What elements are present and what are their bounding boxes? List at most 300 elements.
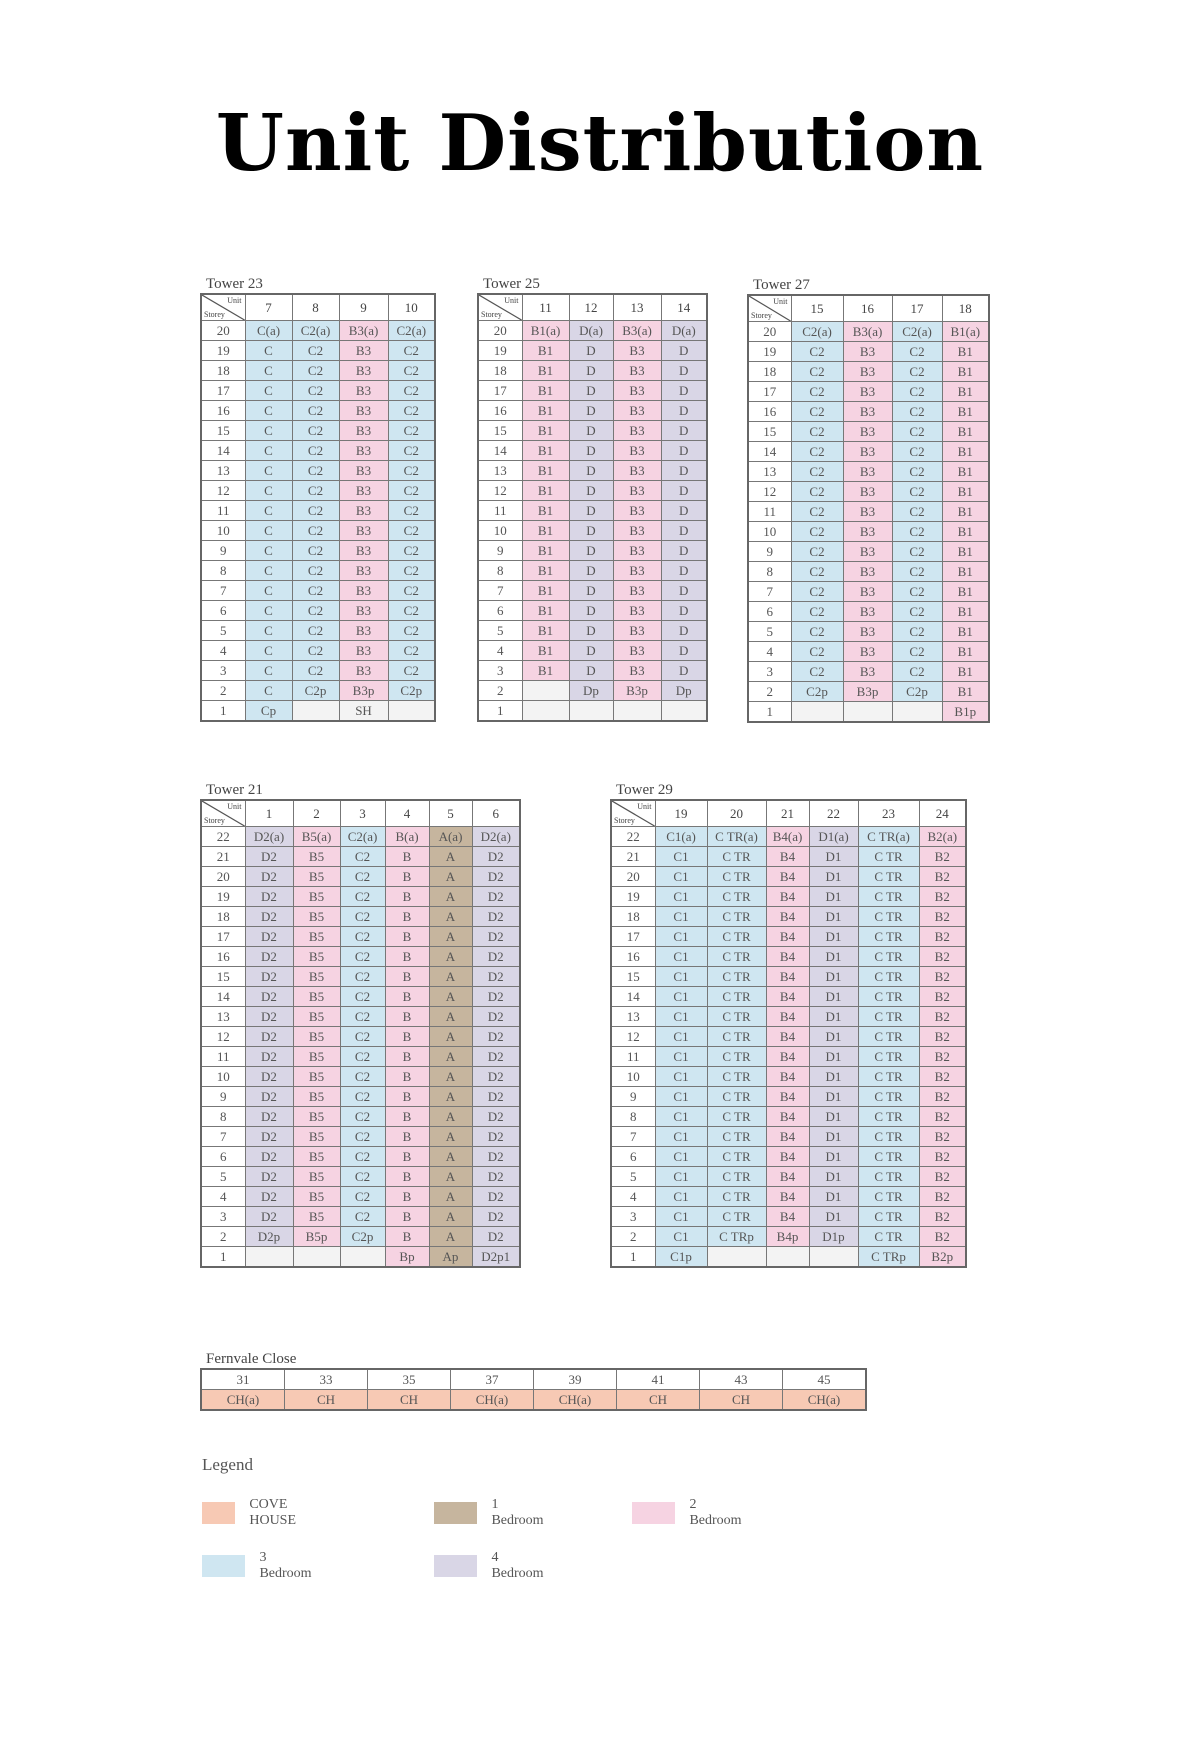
storey-row [201,887,520,907]
unit-type-cell: C TR [858,1047,919,1067]
unit-type-cell: A [429,927,472,947]
unit-type-cell: C2 [292,581,339,601]
unit-type-cell: C2p [292,681,339,701]
unit-type-cell: C2 [388,481,435,501]
storey-number: 8 [478,561,522,581]
fernvale-type-row [201,1390,866,1411]
unit-type-cell: B3 [339,501,388,521]
unit-type-cell: A [429,1127,472,1147]
storey-row [748,542,989,562]
unit-type-cell: C TR [858,987,919,1007]
unit-type-cell: B1 [522,601,569,621]
storey-row [201,1027,520,1047]
unit-type-cell: A [429,1027,472,1047]
legend-swatch-cove-house [202,1502,235,1524]
unit-type-cell: D [661,541,707,561]
storey-row [748,422,989,442]
unit-type-cell: C2 [292,641,339,661]
unit-type-cell: A [429,1147,472,1167]
unit-type-cell: B5p [293,1227,340,1247]
unit-type-cell: B4 [766,1067,809,1087]
unit-type-cell: D2 [472,1007,520,1027]
storey-row [748,382,989,402]
unit-type-cell: D2 [245,907,293,927]
unit-type-cell: B1 [522,581,569,601]
unit-type-cell: D(a) [661,321,707,341]
unit-type-cell: C2 [892,582,942,602]
unit-type-cell: B3 [339,561,388,581]
unit-type-cell: D [569,621,613,641]
unit-type-cell: C TR [707,987,766,1007]
storey-number: 10 [201,1067,245,1087]
unit-type-cell: D [569,521,613,541]
storey-number: 15 [478,421,522,441]
unit-type-cell: B1 [522,621,569,641]
unit-type-cell: B3 [613,421,661,441]
unit-type-cell: C TR [707,1027,766,1047]
unit-type-cell: A [429,947,472,967]
unit-type-cell: B2 [919,947,966,967]
storey-row [611,867,966,887]
unit-type-cell: D2 [472,1047,520,1067]
legend-item-3-bedroom [202,1550,316,1582]
storey-number: 12 [201,1027,245,1047]
storey-row [201,521,435,541]
storey-row [478,541,707,561]
storey-row [611,1107,966,1127]
storey-number: 6 [748,602,791,622]
unit-type-cell: D2 [245,987,293,1007]
unit-type-cell: D [661,381,707,401]
unit-type-cell: C TR [707,907,766,927]
unit-type-cell: D1 [809,947,858,967]
unit-type-cell: B3p [843,682,892,702]
unit-type-cell: C TR [858,1127,919,1147]
unit-type-cell: B3 [843,502,892,522]
storey-number: 16 [201,947,245,967]
unit-type-cell: C1 [655,1007,707,1027]
storey-row [201,927,520,947]
unit-type-cell: C2 [791,362,843,382]
storey-row [201,1207,520,1227]
unit-type-cell: B [385,1167,429,1187]
unit-type-cell: D [569,441,613,461]
unit-type-cell: C2 [791,462,843,482]
unit-type-cell: D2 [472,867,520,887]
unit-type-cell: B1(a) [522,321,569,341]
unit-type-cell: SH [339,701,388,722]
storey-number: 18 [611,907,655,927]
unit-type-cell: B4 [766,1087,809,1107]
unit-type-cell: C2 [292,601,339,621]
unit-type-cell: A [429,1067,472,1087]
unit-type-cell [809,1247,858,1268]
unit-type-cell: B2 [919,1127,966,1147]
unit-type-cell: B [385,1107,429,1127]
storey-row [611,1087,966,1107]
unit-type-cell: D1 [809,1087,858,1107]
unit-type-cell: C TR [707,1087,766,1107]
storey-row [201,321,435,341]
unit-type-cell: D1 [809,867,858,887]
unit-type-cell: C1 [655,887,707,907]
unit-type-cell: C2 [791,562,843,582]
unit-type-cell: B3 [339,601,388,621]
unit-type-cell: B5 [293,1107,340,1127]
storey-row [478,441,707,461]
unit-type-cell: D [569,501,613,521]
storey-row [201,601,435,621]
storey-number: 18 [748,362,791,382]
unit-type-cell: B5 [293,867,340,887]
unit-type-cell: C1 [655,907,707,927]
fernvale-close-title: Fernvale Close [206,1351,297,1367]
storey-row [478,701,707,722]
unit-header-label: Unit [227,296,242,305]
unit-type-cell: D2 [245,1067,293,1087]
unit-type-cell: D [569,641,613,661]
unit-type-cell: B3 [613,521,661,541]
unit-type-cell: C1 [655,1167,707,1187]
unit-type-cell: C2 [340,1127,385,1147]
storey-number: 6 [201,1147,245,1167]
unit-type-cell: Cp [245,701,292,722]
unit-type-cell: B2(a) [919,827,966,847]
unit-type-cell: D2 [245,1147,293,1167]
legend-item-2-bedroom [632,1497,746,1529]
unit-type-cell: B1 [522,641,569,661]
storey-number: 3 [611,1207,655,1227]
unit-type-cell: D [661,341,707,361]
unit-type-cell: B1 [522,461,569,481]
tower-21-block [200,781,521,1268]
fernvale-house-type: CH(a) [201,1390,285,1411]
legend [202,1455,742,1581]
unit-type-cell: B3 [843,662,892,682]
unit-type-cell: B2 [919,1227,966,1247]
storey-row [478,401,707,421]
storey-row [201,1007,520,1027]
unit-type-cell: C2 [388,361,435,381]
storey-number: 14 [748,442,791,462]
storey-number: 8 [201,561,245,581]
unit-number-header: 20 [707,800,766,827]
unit-type-cell: B3 [843,342,892,362]
page-title: Unit Distribution [215,98,985,189]
storey-row [611,1067,966,1087]
unit-type-cell: C TR [707,1047,766,1067]
unit-type-cell [340,1247,385,1268]
unit-type-cell: C TR [858,947,919,967]
unit-type-cell: D [661,561,707,581]
unit-type-cell: B2 [919,847,966,867]
unit-type-cell: D [569,381,613,401]
unit-type-cell: B4 [766,947,809,967]
unit-type-cell: C2(a) [388,321,435,341]
unit-type-cell: D1 [809,847,858,867]
storey-row [611,1007,966,1027]
storey-number: 12 [748,482,791,502]
unit-type-cell: D [661,361,707,381]
unit-type-cell: B4 [766,1007,809,1027]
storey-row [611,907,966,927]
unit-type-cell: Ap [429,1247,472,1268]
storey-number: 3 [201,1207,245,1227]
storey-row [201,661,435,681]
unit-type-cell: D [661,421,707,441]
unit-type-cell: B4 [766,1107,809,1127]
unit-type-cell: B3 [843,422,892,442]
unit-type-cell: C2 [892,562,942,582]
unit-type-cell: B2 [919,1007,966,1027]
header-row [478,294,707,321]
unit-type-cell: C2 [292,481,339,501]
unit-type-cell: C2 [892,462,942,482]
unit-type-cell: B2 [919,1167,966,1187]
storey-number: 19 [478,341,522,361]
unit-type-cell: B3 [613,601,661,621]
unit-type-cell: B3 [613,561,661,581]
storey-row [748,582,989,602]
unit-type-cell: D1 [809,1067,858,1087]
unit-type-cell: C2 [292,341,339,361]
unit-type-cell: B4 [766,1027,809,1047]
storey-row [748,362,989,382]
unit-storey-header [201,800,245,827]
unit-type-cell: B1 [942,462,989,482]
unit-type-cell: B3(a) [843,322,892,342]
storey-number: 15 [748,422,791,442]
unit-type-cell: B4 [766,967,809,987]
unit-type-cell: A [429,1187,472,1207]
unit-type-cell: C TR [858,1007,919,1027]
header-row [201,294,435,321]
unit-storey-header [478,294,522,321]
unit-header-label: Unit [637,802,652,811]
storey-number: 16 [201,401,245,421]
storey-number: 12 [201,481,245,501]
storey-number: 1 [201,1247,245,1268]
fernvale-close-block [200,1350,867,1411]
fernvale-house-type: CH [617,1390,700,1411]
unit-number-header: 7 [245,294,292,321]
unit-type-cell: B2 [919,1187,966,1207]
unit-type-cell: Bp [385,1247,429,1268]
unit-type-cell: B1 [942,482,989,502]
unit-type-cell: B5 [293,1147,340,1167]
unit-type-cell: B [385,847,429,867]
unit-type-cell: A [429,1007,472,1027]
unit-type-cell: D1 [809,1027,858,1047]
storey-header-label: Storey [614,816,635,825]
unit-type-cell: C TR [707,927,766,947]
unit-type-cell: C2 [791,582,843,602]
unit-number-header: 10 [388,294,435,321]
unit-type-cell: C2 [791,622,843,642]
unit-type-cell: C TR [707,1187,766,1207]
unit-type-cell [707,1247,766,1268]
unit-type-cell: B2 [919,1047,966,1067]
storey-number: 13 [478,461,522,481]
tower-23-block [200,275,436,722]
storey-number: 14 [478,441,522,461]
unit-type-cell: C TR(a) [858,827,919,847]
storey-number: 17 [478,381,522,401]
unit-type-cell: D1 [809,1187,858,1207]
unit-type-cell: D2 [472,947,520,967]
unit-type-cell: D1 [809,1127,858,1147]
unit-type-cell: D2 [472,1067,520,1087]
unit-type-cell: B1 [942,542,989,562]
storey-row [201,967,520,987]
unit-number-header: 23 [858,800,919,827]
unit-type-cell: A(a) [429,827,472,847]
storey-row [201,561,435,581]
storey-number: 3 [201,661,245,681]
unit-type-cell: B3 [339,381,388,401]
unit-type-cell: B3 [339,421,388,441]
storey-number: 2 [478,681,522,701]
unit-type-cell: A [429,1087,472,1107]
unit-type-cell: D1 [809,1007,858,1027]
unit-type-cell: D [569,561,613,581]
storey-number: 4 [611,1187,655,1207]
unit-type-cell: C [245,401,292,421]
unit-type-cell: B [385,1047,429,1067]
storey-row [748,322,989,342]
storey-row [201,987,520,1007]
unit-type-cell: C TR [858,887,919,907]
fernvale-house-number: 45 [783,1369,867,1390]
unit-type-cell: B3 [843,402,892,422]
fernvale-house-number: 43 [700,1369,783,1390]
unit-type-cell: Dp [569,681,613,701]
legend-swatch-4-bedroom [434,1555,477,1577]
unit-type-cell: B2 [919,867,966,887]
fernvale-house-number: 31 [201,1369,285,1390]
storey-number: 13 [201,461,245,481]
storey-number: 16 [611,947,655,967]
storey-row [201,947,520,967]
unit-type-cell: D1 [809,1147,858,1167]
unit-type-cell: B5 [293,947,340,967]
unit-type-cell: D [569,421,613,441]
storey-number: 13 [748,462,791,482]
storey-number: 20 [201,867,245,887]
storey-row [478,341,707,361]
unit-type-cell: B [385,887,429,907]
unit-type-cell: C TR [707,947,766,967]
unit-type-cell: C2 [388,561,435,581]
unit-type-cell [892,702,942,723]
unit-type-cell: C1 [655,1127,707,1147]
unit-type-cell: B1 [942,442,989,462]
unit-type-cell: B [385,1007,429,1027]
storey-number: 7 [748,582,791,602]
unit-type-cell: B4 [766,1207,809,1227]
unit-type-cell: B3 [613,341,661,361]
unit-type-cell: D2 [245,1127,293,1147]
storey-row [611,1127,966,1147]
tower-27-block [747,276,990,723]
storey-number: 1 [611,1247,655,1268]
unit-type-cell: C [245,661,292,681]
storey-row [201,461,435,481]
unit-type-cell: B [385,907,429,927]
unit-type-cell: C2 [388,581,435,601]
unit-type-cell [293,1247,340,1268]
unit-type-cell: C2 [340,1167,385,1187]
unit-type-cell: D1 [809,1207,858,1227]
unit-type-cell: B1 [942,382,989,402]
storey-row [748,482,989,502]
unit-type-cell: D [569,461,613,481]
storey-number: 7 [478,581,522,601]
fernvale-house-number: 37 [451,1369,534,1390]
unit-type-cell: D2 [245,947,293,967]
storey-row [611,927,966,947]
fernvale-house-type: CH(a) [783,1390,867,1411]
storey-row [201,1107,520,1127]
unit-type-cell: C2 [340,1007,385,1027]
storey-row [748,502,989,522]
unit-number-header: 19 [655,800,707,827]
unit-type-cell: B3 [339,481,388,501]
unit-type-cell: C2 [388,621,435,641]
unit-type-cell: B3 [339,361,388,381]
storey-header-label: Storey [204,310,225,319]
storey-row [611,1027,966,1047]
unit-type-cell: C1 [655,1047,707,1067]
unit-type-cell: C2 [388,421,435,441]
unit-type-cell: B2 [919,1207,966,1227]
unit-type-cell: D2 [245,1107,293,1127]
unit-type-cell: B3 [339,621,388,641]
unit-type-cell: B3 [339,661,388,681]
unit-type-cell: D2(a) [472,827,520,847]
unit-type-cell: C2 [292,561,339,581]
unit-type-cell: D1 [809,1107,858,1127]
unit-type-cell: B [385,1067,429,1087]
storey-row [748,462,989,482]
storey-number: 6 [611,1147,655,1167]
unit-type-cell: D [569,341,613,361]
unit-type-cell: B1 [522,661,569,681]
unit-type-cell: B [385,927,429,947]
unit-type-cell: B1 [522,441,569,461]
unit-type-cell: D2 [245,967,293,987]
unit-type-cell: B3 [843,642,892,662]
storey-row [748,682,989,702]
unit-type-cell: D2 [245,1087,293,1107]
unit-type-cell: B1 [522,401,569,421]
storey-row [201,1127,520,1147]
storey-row [748,402,989,422]
header-row [748,295,989,322]
unit-type-cell: C1 [655,847,707,867]
unit-type-cell: C2 [791,402,843,422]
unit-number-header: 16 [843,295,892,322]
unit-header-label: Unit [504,296,519,305]
storey-number: 17 [611,927,655,947]
unit-type-cell: B [385,1087,429,1107]
storey-row [611,967,966,987]
unit-type-cell: C2 [791,502,843,522]
legend-label-cove-house: COVE HOUSE [249,1497,297,1528]
storey-number: 4 [748,642,791,662]
storey-header-label: Storey [751,311,772,320]
storey-number: 10 [478,521,522,541]
